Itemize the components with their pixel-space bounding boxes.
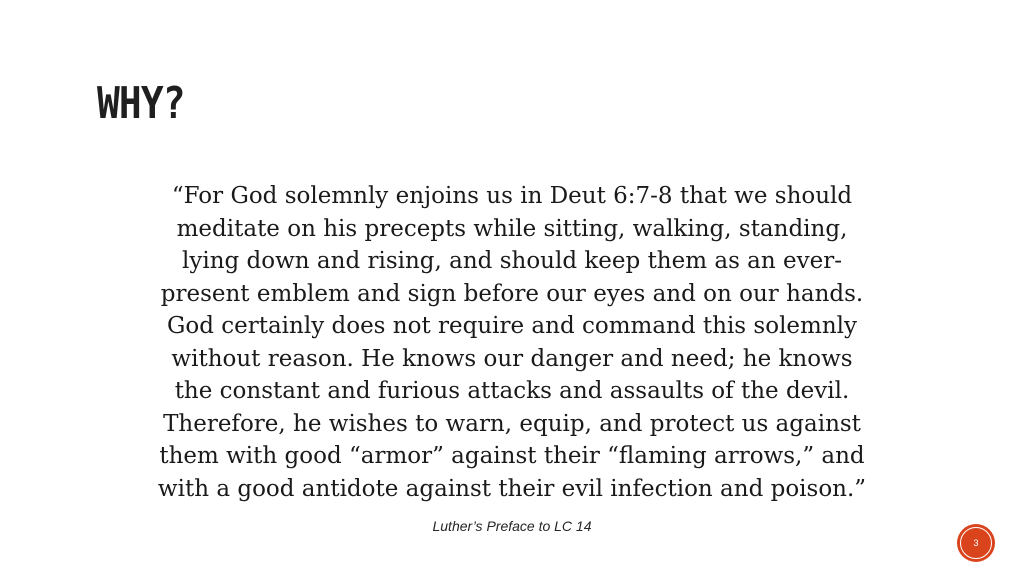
quote-line: “For God solemnly enjoins us in Deut 6:7-8 that we should	[171, 183, 853, 209]
quote-line: meditate on his precepts while sitting, walking, standing,	[176, 215, 848, 242]
page-number: 3	[973, 538, 979, 548]
quote-line: without reason. He knows our danger and need; he knows	[171, 345, 853, 372]
quote-line: Therefore, he wishes to warn, equip, and protect us against	[163, 410, 861, 437]
quote-line: present emblem and sign before our eyes and on our hands.	[160, 280, 864, 307]
quote-line: with a good antidote against their evil infection and poison.”	[157, 475, 867, 502]
quote-attribution: Luther’s Preface to LC 14	[432, 518, 592, 534]
slide-title: WHY?	[97, 78, 185, 129]
page-number-badge	[956, 523, 996, 563]
quote-line: the constant and furious attacks and assaults of the devil.	[174, 378, 850, 404]
quote-line: lying down and rising, and should keep them as an ever-	[181, 248, 842, 274]
quote-line: them with good “armor” against their “flaming arrows,” and	[159, 443, 865, 469]
quote-block	[92, 180, 932, 505]
quote-line: God certainly does not require and command this solemnly	[166, 313, 858, 339]
